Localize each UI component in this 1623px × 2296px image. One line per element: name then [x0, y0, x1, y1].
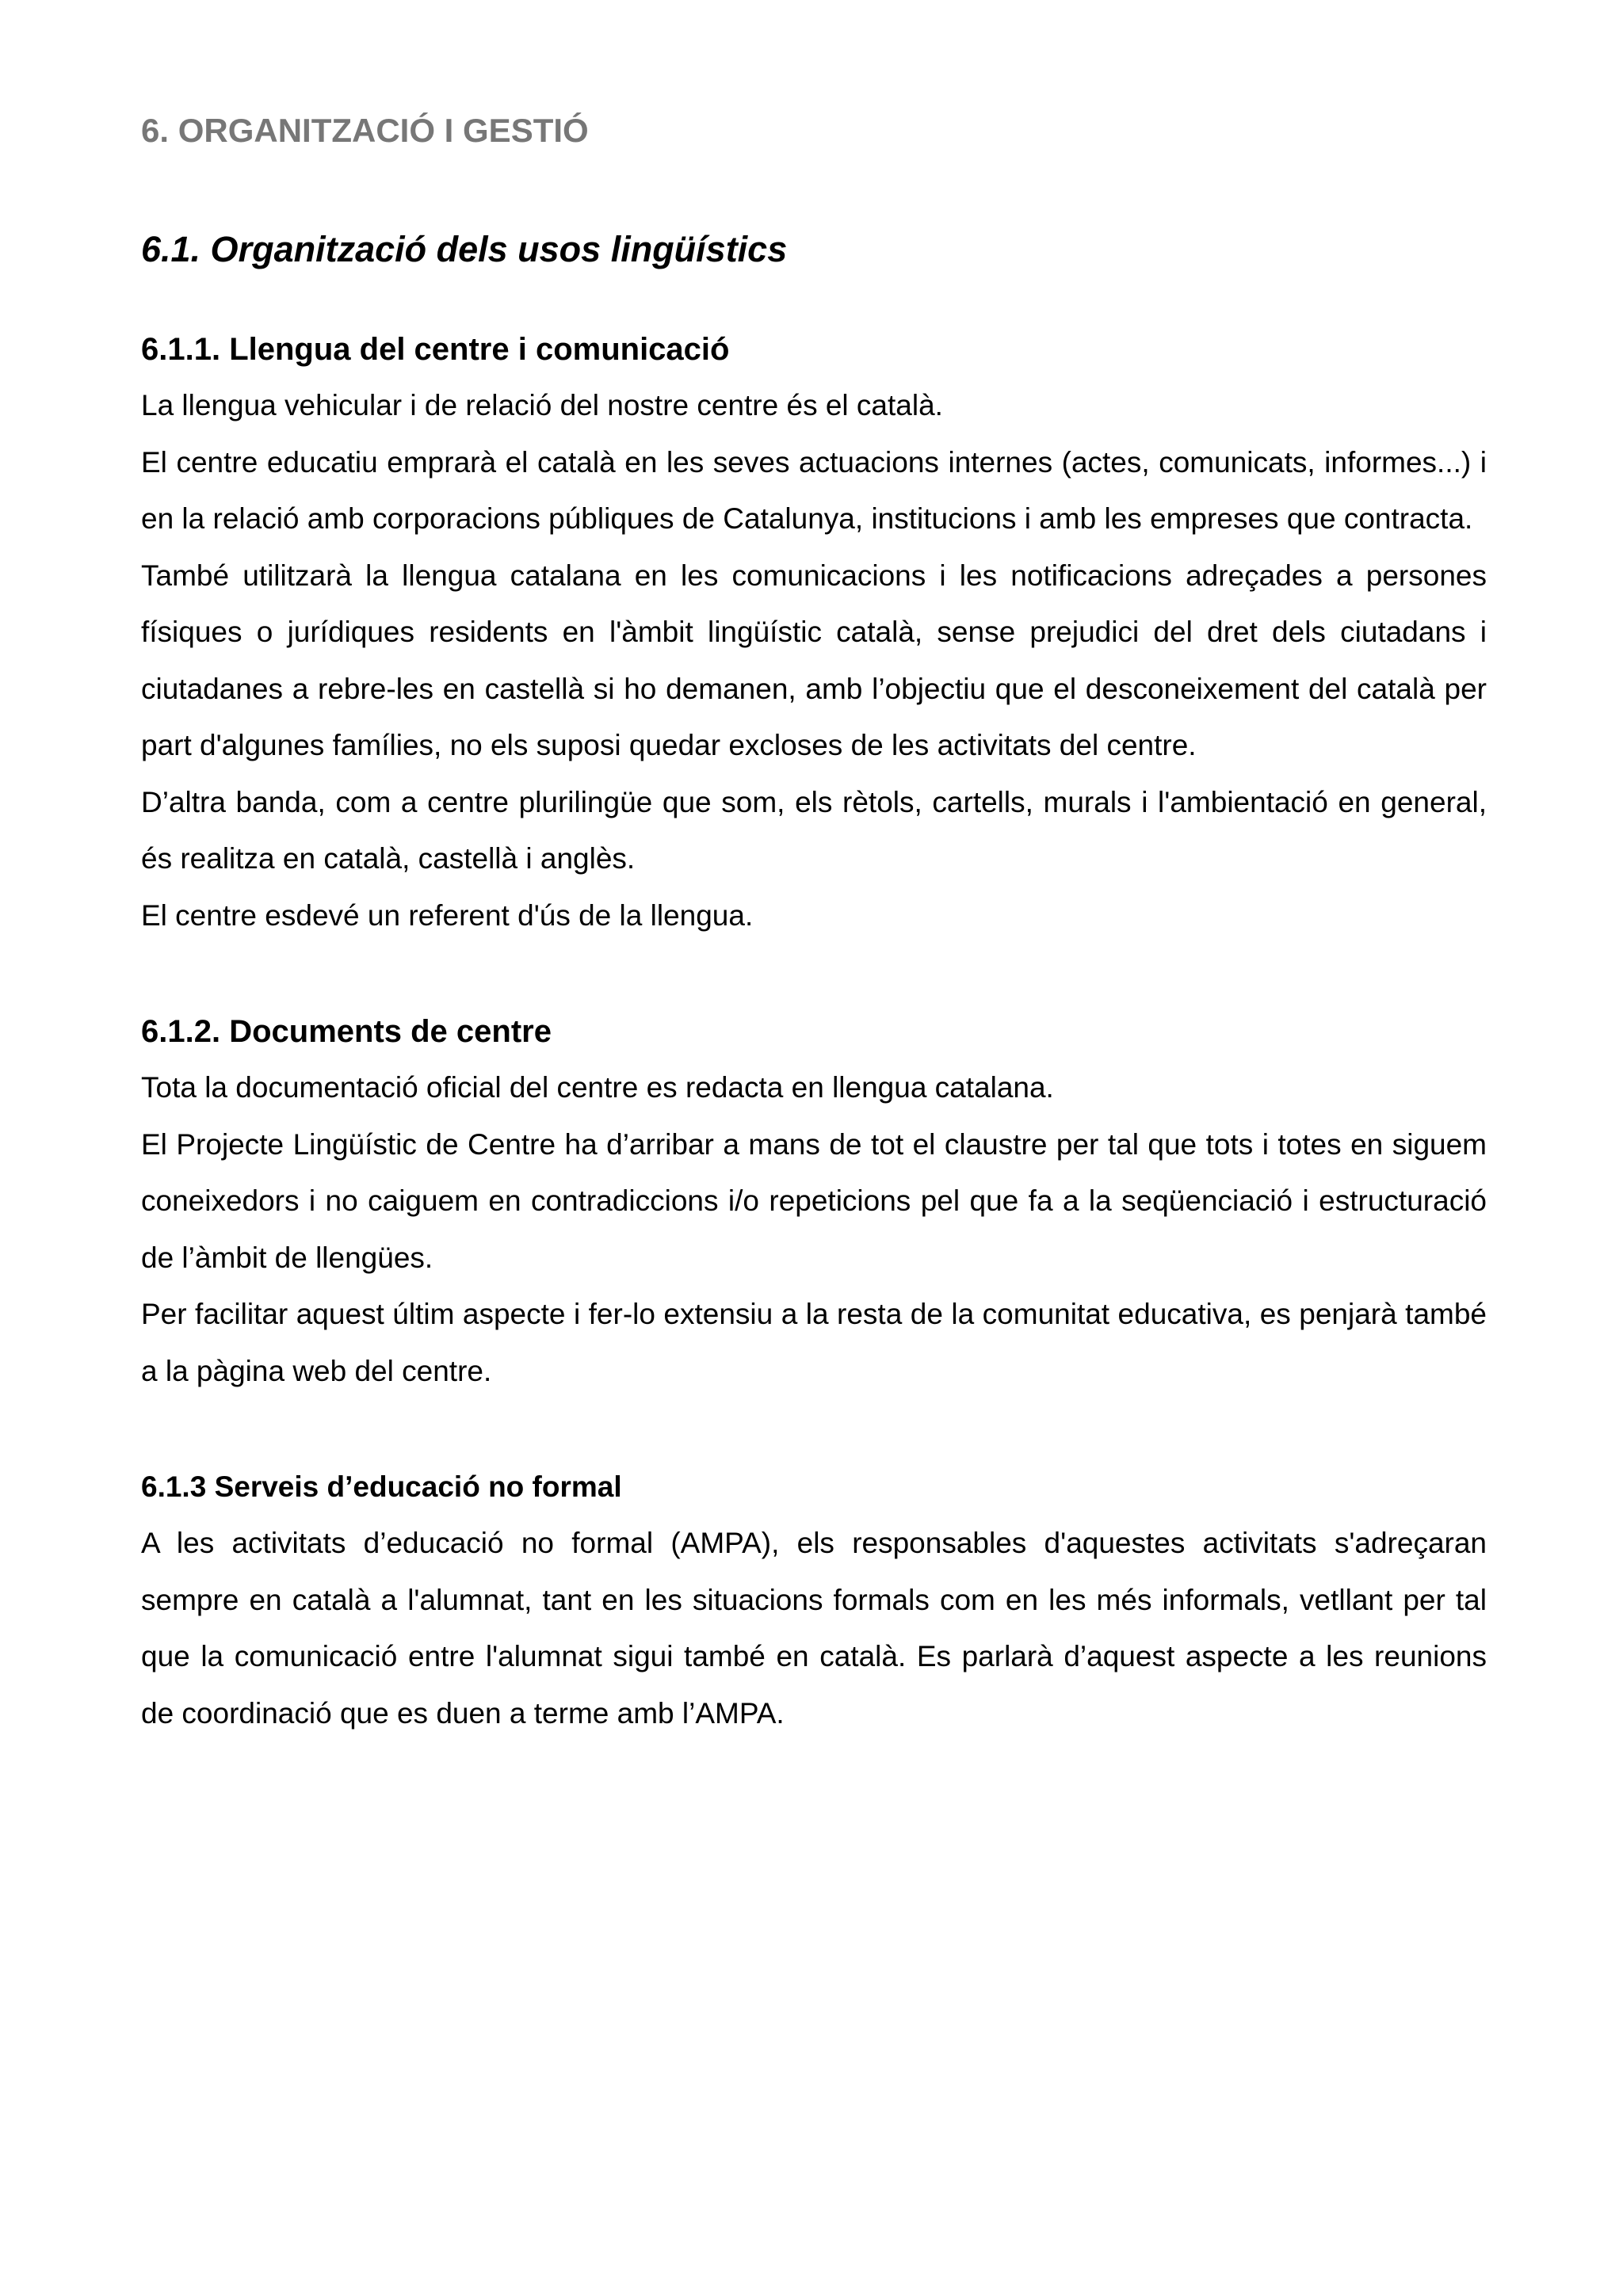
paragraph: El centre educatiu emprarà el català en les seves actuacions internes (actes, comunicats, informes...) i en la relació amb corporacions públiques de Catalunya, institucions i amb les empreses que contracta.	[141, 445, 1487, 535]
paragraph: A les activitats d’educació no formal (AMPA), els responsables d'aquestes activitats s'adreçaran sempre en català a l'alumnat, tant en les situacions formals com en les més informals, vetllant per tal que la comunicació entre l'alumnat sigui també en català. Es parlarà d’aquest aspecte a les reunions de coordinació que es duen a terme amb l’AMPA.	[141, 1527, 1487, 1730]
section-heading: 6.1. Organització dels usos lingüístics	[141, 229, 788, 269]
section-documents-centre	[141, 1004, 1487, 1399]
section-llengua-centre	[141, 322, 1487, 944]
subsection-title: 6.1.3 Serveis d’educació no formal	[141, 1470, 622, 1503]
paragraph: El Projecte Lingüístic de Centre ha d’arribar a mans de tot el claustre per tal que tots i totes en siguem coneixedors i no caiguem en contradiccions i/o repeticions pel que fa a la seqüenciació i estructuració de l’àmbit de llengües.	[141, 1127, 1487, 1274]
paragraph: El centre esdevé un referent d'ús de la llengua.	[141, 898, 754, 932]
subsection-title: 6.1.2. Documents de centre	[141, 1014, 552, 1049]
paragraph: D’altra banda, com a centre plurilingüe que som, els rètols, cartells, murals i l'ambientació en general, és realitza en català, castellà i anglès.	[141, 785, 1487, 875]
paragraph: Tota la documentació oficial del centre es redacta en llengua catalana.	[141, 1071, 1054, 1104]
chapter-heading: 6. ORGANITZACIÓ I GESTIÓ	[141, 112, 589, 149]
paragraph: La llengua vehicular i de relació del nostre centre és el català.	[141, 389, 943, 421]
paragraph: També utilitzarà la llengua catalana en les comunicacions i les notificacions adreçades a persones físiques o jurídiques residents en l'àmbit lingüístic català, sense prejudici del dret dels ciutadans i ciutadanes a rebre-les en castellà si ho demanen, amb l’objectiu que el desconeixement del català per part d'algunes famílies, no els suposi quedar excloses de les activitats del centre.	[141, 559, 1487, 761]
subsection-title: 6.1.1. Llengua del centre i comunicació	[141, 332, 730, 367]
document-page	[141, 103, 1487, 1741]
section-serveis-educacio	[141, 1459, 1487, 1741]
paragraph: Per facilitar aquest últim aspecte i fer-lo extensiu a la resta de la comunitat educativa, es penjarà també a la pàgina web del centre.	[141, 1298, 1487, 1387]
